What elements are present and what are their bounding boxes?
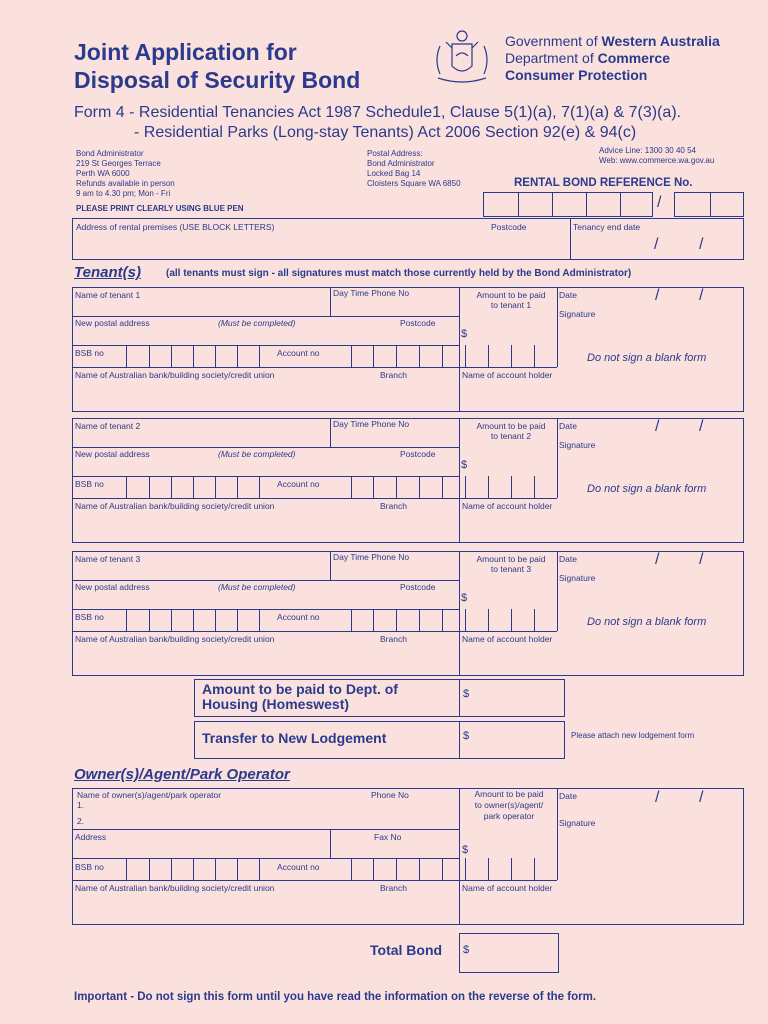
postcode-label: Postcode — [400, 318, 436, 328]
amount-paid-label: Amount to be paid — [476, 290, 546, 300]
branch-label: Branch — [380, 501, 407, 511]
postcode-label: Postcode — [400, 582, 436, 592]
premises-postcode-label: Postcode — [491, 222, 527, 232]
gov-name: Western Australia — [601, 33, 720, 49]
no-blank-note: Do not sign a blank form — [587, 352, 707, 364]
premises-address-label: Address of rental premises (USE BLOCK LETTERS) — [76, 222, 275, 232]
signature-label: Signature — [559, 309, 596, 319]
attach-note: Please attach new lodgement form — [571, 731, 695, 740]
form-title — [74, 38, 434, 94]
owner-line-2: 2. — [77, 816, 85, 826]
owner-address-label: Address — [75, 832, 107, 842]
total-bond-label: Total Bond — [370, 942, 443, 958]
amount-to-label: to tenant 3 — [490, 564, 532, 574]
bank-label: Name of Australian bank/building society/credit union — [75, 634, 275, 644]
title-line-1: Joint Application for — [74, 39, 297, 65]
amount-to-label: to tenant 1 — [490, 300, 532, 310]
signature-label: Signature — [559, 440, 596, 450]
owner-amount-label: Amount to be paid to owner(s)/agent/ park operator — [474, 789, 544, 821]
owner-block: Name of owner(s)/agent/park operator 1. 2. Phone No Address Fax No BSB no Account no Name of Australian bank/building society/credit union Branch Name of account holder Amount to be paid to owner(s)/agent/ park operator $ Date / / Signature — [72, 788, 744, 925]
tenant-3-block: Name of tenant 3 Day Time Phone No New postal address (Must be completed) Postcode BSB no Account no Name of Australian bank/building society/credit union Branch Name of account holder Amount to be paid to tenant 3 $ Date / / Signature Do not sign a blank form — [72, 551, 744, 676]
housing-label: Amount to be paid to Dept. of Housing (Homeswest) — [202, 681, 398, 712]
tenant-name-label: Name of tenant 3 — [75, 554, 141, 564]
gov-prefix: Government of — [505, 33, 602, 49]
account-label: Account no — [277, 348, 320, 358]
must-complete-label: (Must be completed) — [218, 582, 296, 592]
postal-address: Postal Address: Bond Administrator Locked Bag 14 Cloisters Square WA 6850 — [367, 149, 461, 188]
bsb-label: BSB no — [75, 612, 104, 622]
amount-paid-label: Amount to be paid — [476, 421, 546, 431]
tenant-name-label: Name of tenant 1 — [75, 290, 141, 300]
amount-paid-label: Amount to be paid — [476, 554, 546, 564]
total-bond-input[interactable] — [459, 933, 559, 973]
tenant-phone-label: Day Time Phone No — [333, 552, 410, 562]
no-blank-note: Do not sign a blank form — [587, 483, 707, 495]
new-postal-label: New postal address — [75, 318, 150, 328]
new-postal-label: New postal address — [75, 449, 150, 459]
tenant-1-block: Name of tenant 1 Day Time Phone No New postal address (Must be completed) Postcode BSB no Account no Name of Australian bank/building society/credit union Branch Name of account holder Amount to be paid to tenant 1 $ Date / / Signature Do not sign a blank form — [72, 287, 744, 412]
signature-label: Signature — [559, 573, 596, 583]
dollar-label: $ — [461, 459, 468, 471]
date-label: Date — [559, 421, 577, 431]
tenancy-end-date-label: Tenancy end date — [573, 222, 641, 232]
date-label: Date — [559, 554, 577, 564]
must-complete-label: (Must be completed) — [218, 449, 296, 459]
dollar-label: $ — [461, 592, 468, 604]
tenant-phone-label: Day Time Phone No — [333, 419, 410, 429]
government-block — [505, 33, 720, 84]
owner-signature-label: Signature — [559, 818, 596, 828]
housing-dollar: $ — [463, 688, 470, 700]
account-holder-label: Name of account holder — [462, 501, 553, 511]
street-address: Bond Administrator 219 St Georges Terrace Perth WA 6000 Refunds available in person 9 am to 4.30 pm; Mon - Fri — [76, 149, 175, 198]
owner-heading: Owner(s)/Agent/Park Operator — [74, 766, 290, 783]
account-label: Account no — [277, 479, 320, 489]
dept-prefix: Department of — [505, 50, 598, 66]
form-line-2: - Residential Parks (Long-stay Tenants) Act 2006 Section 92(e) & 94(c) — [134, 124, 637, 141]
branch-label: Branch — [380, 634, 407, 644]
owner-branch-label: Branch — [380, 883, 407, 893]
form-line-1: Form 4 - Residential Tenancies Act 1987 Schedule1, Clause 5(1)(a), 7(1)(a) & 7(3)(a). — [74, 104, 682, 121]
date-label: Date — [559, 290, 577, 300]
tenant-name-label: Name of tenant 2 — [75, 421, 141, 431]
advice-line: Advice Line: 1300 30 40 54 Web: www.commerce.wa.gov.au — [599, 146, 715, 165]
transfer-dollar: $ — [463, 730, 470, 742]
account-holder-label: Name of account holder — [462, 634, 553, 644]
print-note: PLEASE PRINT CLEARLY USING BLUE PEN — [76, 204, 244, 213]
account-holder-label: Name of account holder — [462, 370, 553, 380]
owner-fax-label: Fax No — [374, 832, 402, 842]
premises-box: Address of rental premises (USE BLOCK LETTERS) Postcode Tenancy end date / / — [72, 218, 744, 260]
division-name: Consumer Protection — [505, 67, 648, 83]
bond-ref-input-part-2[interactable] — [674, 192, 744, 217]
owner-bank-label: Name of Australian bank/building society/credit union — [75, 883, 275, 893]
coat-of-arms-icon — [428, 26, 496, 88]
title-line-2: Disposal of Security Bond — [74, 67, 361, 93]
dept-name: Commerce — [597, 50, 670, 66]
bsb-label: BSB no — [75, 348, 104, 358]
tenant-2-block: Name of tenant 2 Day Time Phone No New postal address (Must be completed) Postcode BSB no Account no Name of Australian bank/building society/credit union Branch Name of account holder Amount to be paid to tenant 2 $ Date / / Signature Do not sign a blank form — [72, 418, 744, 543]
bond-ref-separator: / — [657, 194, 662, 211]
housing-row — [194, 679, 565, 717]
owner-dollar: $ — [462, 844, 469, 856]
dollar-label: $ — [461, 328, 468, 340]
transfer-row — [194, 721, 565, 759]
owner-date-label: Date — [559, 791, 577, 801]
must-complete-label: (Must be completed) — [218, 318, 296, 328]
new-postal-label: New postal address — [75, 582, 150, 592]
no-blank-note: Do not sign a blank form — [587, 616, 707, 628]
transfer-label: Transfer to New Lodgement — [202, 730, 387, 746]
tenants-note: (all tenants must sign - all signatures must match those currently held by the Bond Administrator) — [166, 268, 632, 279]
branch-label: Branch — [380, 370, 407, 380]
bsb-label: BSB no — [75, 479, 104, 489]
important-note: Important - Do not sign this form until you have read the information on the reverse of the form. — [74, 991, 597, 1003]
tenants-heading: Tenant(s) — [74, 264, 141, 281]
tenant-phone-label: Day Time Phone No — [333, 288, 410, 298]
owner-phone-label: Phone No — [371, 790, 409, 800]
bond-reference-label: RENTAL BOND REFERENCE No. — [514, 177, 693, 189]
bank-label: Name of Australian bank/building society/credit union — [75, 370, 275, 380]
account-label: Account no — [277, 612, 320, 622]
bank-label: Name of Australian bank/building society/credit union — [75, 501, 275, 511]
total-dollar: $ — [463, 944, 470, 956]
owner-holder-label: Name of account holder — [462, 883, 553, 893]
owner-name-label: Name of owner(s)/agent/park operator — [77, 790, 222, 800]
bond-ref-input-part-1[interactable] — [483, 192, 653, 217]
owner-account-label: Account no — [277, 862, 320, 872]
amount-to-label: to tenant 2 — [490, 431, 532, 441]
owner-bsb-label: BSB no — [75, 862, 104, 872]
postcode-label: Postcode — [400, 449, 436, 459]
owner-line-1: 1. — [77, 800, 85, 810]
